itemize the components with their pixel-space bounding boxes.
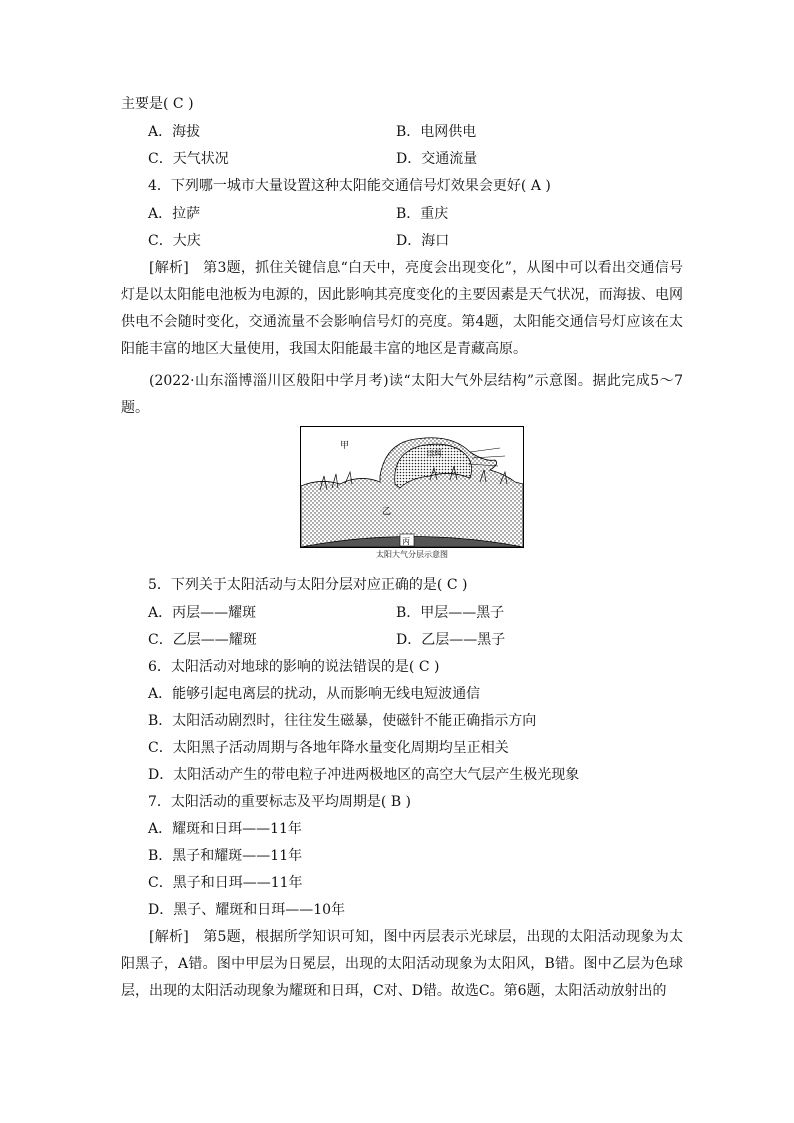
questions-5-7-intro: (2022·山东淄博淄川区般阳中学月考)读“太阳大气外层结构”示意图。据此完成5～7题。: [121, 373, 683, 416]
q3-option-d: D．交通流量: [396, 151, 478, 167]
q3-option-a: A．海拔: [148, 124, 201, 140]
q4-option-c: C．大庆: [148, 233, 201, 249]
q4-option-a: A．拉萨: [148, 206, 201, 222]
solar-atmosphere-diagram: [300, 426, 524, 548]
q3-option-b: B．电网供电: [396, 124, 477, 140]
q6-stem: 6．太阳活动对地球的影响的说法错误的是( C ): [148, 659, 440, 675]
analysis-q5-q7: [解析] 第5题，根据所学知识可知，图中丙层表示光球层，出现的太阳活动现象为太阳黑子，A错。图中甲层为日冕层，出现的太阳活动现象为太阳风，B错。图中乙层为色球层，出现的太阳活动现象为耀斑和日珥，C对、D错。故选C。第6题，太阳活动放射出的: [121, 929, 683, 999]
q6-option-a: A．能够引起电离层的扰动，从而影响无线电短波通信: [148, 686, 481, 702]
label-bing: 丙: [402, 537, 410, 546]
q4-option-d: D．海口: [396, 233, 450, 249]
q4-stem: 4．下列哪一城市大量设置这种太阳能交通信号灯效果会更好( A ): [148, 178, 551, 194]
q5-option-d: D．乙层——黑子: [396, 632, 506, 648]
q5-option-c: C．乙层——耀斑: [148, 632, 257, 648]
q7-stem: 7．太阳活动的重要标志及平均周期是( B ): [148, 794, 412, 810]
figure-caption: 太阳大气分层示意图: [376, 550, 448, 559]
q7-option-b: B．黑子和耀斑——11年: [148, 848, 303, 864]
q3-stem-tail: 主要是( C ): [121, 96, 194, 112]
label-jia: 甲: [340, 441, 350, 451]
label-prominence: 日珥: [426, 449, 442, 458]
q6-option-b: B．太阳活动剧烈时，往往发生磁暴，使磁针不能正确指示方向: [148, 713, 537, 729]
q3-option-c: C．天气状况: [148, 151, 229, 167]
q6-option-d: D．太阳活动产生的带电粒子冲进两极地区的高空大气层产生极光现象: [148, 767, 580, 783]
q7-option-a: A．耀斑和日珥——11年: [148, 821, 302, 837]
solar-atmosphere-figure: [300, 426, 524, 562]
q5-stem: 5．下列关于太阳活动与太阳分层对应正确的是( C ): [148, 577, 468, 593]
label-yi: 乙: [382, 507, 392, 517]
q4-option-b: B．重庆: [396, 206, 449, 222]
q5-option-b: B．甲层——黑子: [396, 605, 505, 621]
q7-option-d: D．黑子、耀斑和日珥——10年: [148, 902, 346, 918]
q6-option-c: C．太阳黑子活动周期与各地年降水量变化周期均呈正相关: [148, 740, 509, 756]
q5-option-a: A．丙层——耀斑: [148, 605, 257, 621]
analysis-q3-q4: [解析] 第3题，抓住关键信息“白天中，亮度会出现变化”，从图中可以看出交通信号灯是以太阳能电池板为电源的，因此影响其亮度变化的主要因素是天气状况，而海拔、电网供电不会随时变化，交通流量不会影响信号灯的亮度。第4题，太阳能交通信号灯应该在太阳能丰富的地区大量使用，我国太阳能最丰富的地区是青藏高原。: [121, 260, 683, 357]
q7-option-c: C．黑子和日珥——11年: [148, 875, 303, 891]
